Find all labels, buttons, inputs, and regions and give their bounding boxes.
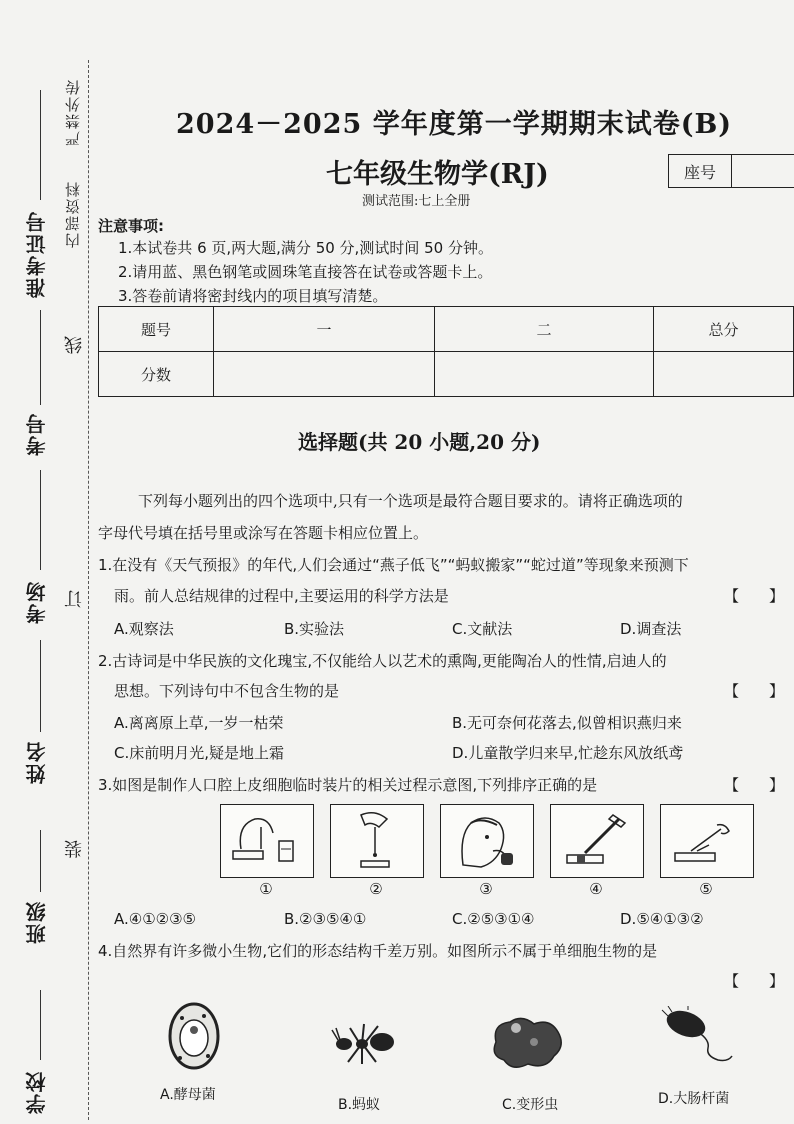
school-fill-line[interactable] xyxy=(40,990,41,1060)
q3-step-number: ⑤ xyxy=(699,880,713,898)
note-item: 3.答卷前请将密封线内的项目填写清楚。 xyxy=(118,287,388,305)
amoeba-figure xyxy=(488,1012,568,1076)
ant-icon xyxy=(330,1018,400,1068)
q4-option-d[interactable]: D.大肠杆菌 xyxy=(658,1091,730,1107)
q2-option-a[interactable]: A.离离原上草,一岁一枯荣 xyxy=(114,714,284,732)
q3-option-c[interactable]: C.②⑤③①④ xyxy=(452,910,535,928)
q1-option-d[interactable]: D.调查法 xyxy=(620,620,682,638)
section-intro: 字母代号填在括号里或涂写在答题卡相应位置上。 xyxy=(98,524,429,542)
question-1-stem: 雨。前人总结规律的过程中,主要运用的科学方法是 xyxy=(114,587,449,605)
q1-option-c[interactable]: C.文献法 xyxy=(452,620,513,638)
exam-no-label: 考号 xyxy=(25,412,49,456)
answer-bracket[interactable]: 【 】 xyxy=(724,682,785,700)
q2-option-d[interactable]: D.儿童散学归来早,忙趁东风放纸鸢 xyxy=(452,744,684,762)
name-fill-line[interactable] xyxy=(40,640,41,732)
stain-dropper-icon xyxy=(551,805,643,877)
q3-step-number: ② xyxy=(369,880,383,898)
section-title: 选择题(共 20 小题,20 分) xyxy=(298,430,541,454)
q2-option-b[interactable]: B.无可奈何花落去,似曾相识燕归来 xyxy=(452,714,682,732)
table-cell: 二 xyxy=(435,307,654,352)
table-cell: 一 xyxy=(214,307,435,352)
person-mouth-swab-icon xyxy=(441,805,533,877)
exam-content xyxy=(98,0,794,1124)
q3-step-figure-3 xyxy=(440,804,534,878)
exam-title: 2024－2025 学年度第一学期期末试卷(B) xyxy=(176,109,733,140)
q3-step-figure-5 xyxy=(660,804,754,878)
q3-step-figure-4 xyxy=(550,804,644,878)
bacterium-icon xyxy=(658,1006,738,1066)
exam-room-fill-line[interactable] xyxy=(40,470,41,570)
test-range: 测试范围:七上全册 xyxy=(362,194,471,209)
class-fill-line[interactable] xyxy=(40,830,41,892)
exam-no-fill-line[interactable] xyxy=(40,310,41,405)
ticket-no-fill-line[interactable] xyxy=(40,90,41,200)
q1-option-b[interactable]: B.实验法 xyxy=(284,620,345,638)
score-cell[interactable] xyxy=(654,352,794,397)
note-item: 2.请用蓝、黑色钢笔或圆珠笔直接答在试卷或答题卡上。 xyxy=(118,263,493,281)
name-label: 姓名 xyxy=(25,740,49,784)
ticket-no-label: 准考证号 xyxy=(25,210,49,298)
q3-option-a[interactable]: A.④①②③⑤ xyxy=(114,910,197,928)
seat-number-box[interactable] xyxy=(668,154,794,188)
dropper-slide-icon xyxy=(221,805,313,877)
coverslip-tweezers-icon xyxy=(661,805,753,877)
binding-strip xyxy=(0,0,100,1124)
section-intro: 下列每小题列出的四个选项中,只有一个选项是最符合题目要求的。请将正确选项的 xyxy=(138,492,683,510)
yeast-cell-icon xyxy=(164,1000,224,1072)
no-outside-note: 严禁外传 xyxy=(64,78,82,146)
answer-bracket[interactable]: 【 】 xyxy=(724,776,785,794)
q3-step-number: ④ xyxy=(589,880,603,898)
q3-step-number: ③ xyxy=(479,880,493,898)
q4-option-a[interactable]: A.酵母菌 xyxy=(160,1087,216,1103)
q3-step-figure-2 xyxy=(330,804,424,878)
q2-option-c[interactable]: C.床前明月光,疑是地上霜 xyxy=(114,744,285,762)
question-4-stem: 4.自然界有许多微小生物,它们的形态结构千差万别。如图所示不属于单细胞生物的是 xyxy=(98,942,658,960)
q3-option-b[interactable]: B.②③⑤④① xyxy=(284,910,367,928)
q3-step-number: ① xyxy=(259,880,273,898)
question-3-stem: 3.如图是制作人口腔上皮细胞临时装片的相关过程示意图,下列排序正确的是 xyxy=(98,776,598,794)
seal-mark-xian: 线 xyxy=(64,336,85,354)
internal-note: 内部资料 xyxy=(64,180,82,248)
exam-room-label: 考场 xyxy=(25,580,49,624)
score-cell[interactable] xyxy=(214,352,435,397)
seal-mark-zhuang: 装 xyxy=(64,840,85,858)
question-1-stem: 1.在没有《天气预报》的年代,人们会通过“燕子低飞”“蚂蚁搬家”“蛇过道”等现象来预测下 xyxy=(98,556,689,574)
seal-mark-ding: 订 xyxy=(64,590,85,608)
amoeba-icon xyxy=(488,1012,568,1072)
q4-option-b[interactable]: B.蚂蚁 xyxy=(338,1097,381,1113)
table-row xyxy=(99,307,794,352)
dropper-slide-icon xyxy=(331,805,423,877)
answer-bracket[interactable]: 【 】 xyxy=(724,972,785,990)
table-row xyxy=(99,352,794,397)
seal-line xyxy=(88,60,89,1120)
note-item: 1.本试卷共 6 页,两大题,满分 50 分,测试时间 50 分钟。 xyxy=(118,239,493,257)
seat-number-field[interactable] xyxy=(732,155,794,187)
table-cell: 分数 xyxy=(99,352,214,397)
class-label: 班级 xyxy=(25,900,49,944)
question-2-stem: 2.古诗词是中华民族的文化瑰宝,不仅能给人以艺术的熏陶,更能陶冶人的性情,启迪人的 xyxy=(98,652,667,670)
score-table xyxy=(98,306,794,397)
table-cell: 总分 xyxy=(654,307,794,352)
q3-step-figure-1 xyxy=(220,804,314,878)
exam-subtitle: 七年级生物学(RJ) xyxy=(326,159,549,190)
notes-heading: 注意事项: xyxy=(98,217,164,235)
ecoli-figure xyxy=(658,1006,738,1070)
score-cell[interactable] xyxy=(435,352,654,397)
question-2-stem: 思想。下列诗句中不包含生物的是 xyxy=(114,682,340,700)
q4-option-c[interactable]: C.变形虫 xyxy=(502,1097,559,1113)
table-cell: 题号 xyxy=(99,307,214,352)
seat-label: 座号 xyxy=(669,155,732,187)
school-label: 学校 xyxy=(25,1070,49,1114)
yeast-figure xyxy=(164,1000,224,1076)
ant-figure xyxy=(330,1018,400,1072)
answer-bracket[interactable]: 【 】 xyxy=(724,587,785,605)
q1-option-a[interactable]: A.观察法 xyxy=(114,620,174,638)
q3-option-d[interactable]: D.⑤④①③② xyxy=(620,910,704,928)
